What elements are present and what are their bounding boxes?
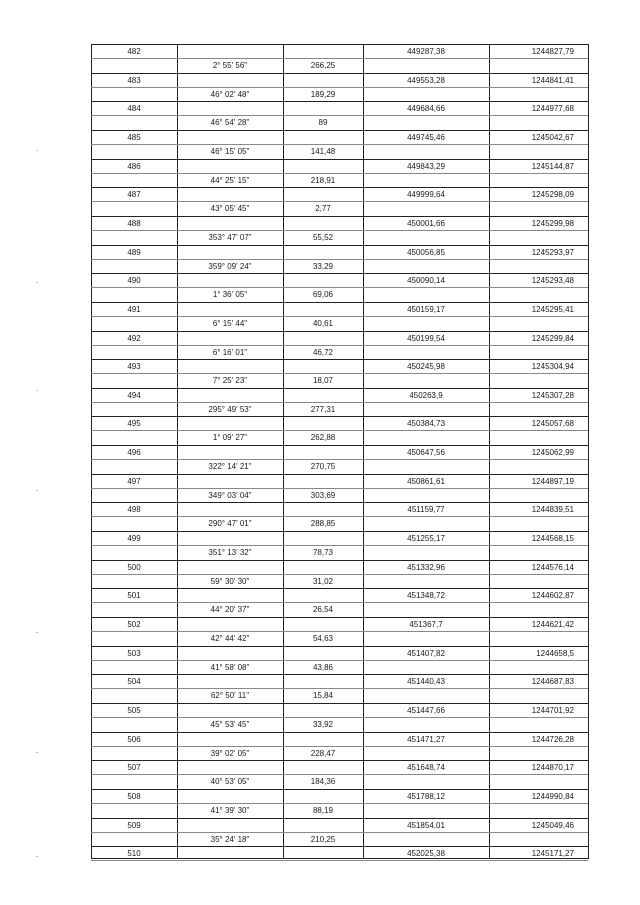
row-rule	[91, 430, 588, 431]
coordinate-y: 1245171,27	[531, 849, 574, 859]
point-number: 496	[127, 448, 141, 458]
coordinate-y: 1244602,87	[531, 591, 574, 601]
coordinate-x: 452025,38	[407, 849, 445, 859]
row-rule	[91, 846, 588, 847]
row-rule	[91, 245, 588, 246]
row-rule	[91, 101, 588, 102]
row-rule	[91, 732, 588, 733]
segment-distance: 2,77	[315, 204, 331, 214]
point-number: 495	[127, 419, 141, 429]
segment-angle: 1° 09' 27"	[212, 433, 248, 443]
coordinate-y: 1245298,09	[531, 190, 574, 200]
table-bottom-rule	[91, 858, 588, 859]
segment-distance: 46,72	[312, 347, 334, 357]
coordinate-y: 1245307,28	[531, 390, 574, 400]
point-number: 498	[127, 505, 141, 515]
segment-angle: 46° 54' 28"	[210, 118, 250, 128]
coordinate-table	[91, 44, 588, 859]
row-rule	[91, 173, 588, 174]
row-rule	[91, 516, 588, 517]
segment-distance: 303,69	[310, 490, 336, 500]
segment-angle: 295° 49' 53"	[208, 404, 252, 414]
segment-angle: 7° 25' 23"	[212, 376, 248, 386]
segment-distance: 26,54	[312, 605, 334, 615]
segment-distance: 210,25	[310, 834, 336, 844]
segment-angle: 353° 47' 07"	[208, 232, 252, 242]
segment-distance: 69,06	[312, 290, 334, 300]
row-rule	[91, 660, 588, 661]
segment-angle: 6° 16' 01"	[212, 347, 248, 357]
segment-distance: 43,86	[312, 662, 334, 672]
segment-angle: 6° 15' 44"	[212, 318, 248, 328]
segment-distance: 184,36	[310, 777, 336, 787]
point-number: 505	[127, 705, 141, 715]
point-number: 492	[127, 333, 141, 343]
segment-distance: 277,31	[310, 404, 336, 414]
point-number: 497	[127, 476, 141, 486]
coordinate-x: 450159,17	[407, 304, 445, 314]
coordinate-x: 449843,29	[407, 161, 445, 171]
coordinate-y: 1244621,42	[531, 620, 574, 629]
row-rule	[91, 803, 588, 804]
row-rule	[91, 631, 588, 632]
point-number: 486	[127, 161, 141, 171]
point-number: 487	[127, 190, 141, 200]
segment-distance: 33,92	[312, 719, 334, 729]
point-number: 503	[127, 648, 141, 658]
scan-speck	[36, 752, 38, 753]
coordinate-y: 1245144,87	[531, 161, 574, 171]
segment-distance: 33,29	[312, 261, 334, 271]
coordinate-y: 1244568,15	[531, 534, 574, 544]
coordinate-y: 1244827,79	[531, 47, 574, 56]
row-rule	[91, 273, 588, 274]
scan-speck	[36, 856, 38, 857]
point-number: 500	[127, 562, 141, 572]
point-number: 494	[127, 390, 141, 400]
segment-angle: 290° 47' 01"	[208, 519, 252, 529]
segment-angle: 351° 13' 32"	[208, 548, 252, 558]
segment-distance: 270,75	[310, 462, 336, 472]
row-rule	[91, 259, 588, 260]
coordinate-y: 1245049,46	[531, 820, 574, 830]
coordinate-x: 450056,85	[407, 247, 445, 257]
row-rule	[91, 130, 588, 131]
row-rule	[91, 115, 588, 116]
row-rule	[91, 860, 588, 861]
row-rule	[91, 818, 588, 819]
coordinate-x: 449999,64	[407, 190, 445, 200]
segment-distance: 262,88	[310, 433, 336, 443]
coordinate-x: 451159,77	[407, 505, 445, 515]
segment-angle: 41° 39' 30"	[210, 805, 250, 815]
segment-distance: 31,02	[312, 576, 334, 586]
segment-distance: 55,52	[312, 232, 334, 242]
row-rule	[91, 230, 588, 231]
coordinate-y: 1245295,41	[531, 304, 574, 314]
coordinate-x: 451440,43	[407, 677, 445, 687]
segment-angle: 59° 30' 30"	[210, 576, 250, 586]
row-rule	[91, 488, 588, 489]
point-number: 484	[127, 104, 141, 114]
row-rule	[91, 402, 588, 403]
segment-angle: 44° 25' 15"	[210, 175, 250, 185]
segment-distance: 15,84	[312, 691, 334, 701]
point-number: 507	[127, 763, 141, 773]
segment-angle: 2° 55' 56"	[212, 61, 248, 70]
coordinate-y: 1245057,68	[531, 419, 574, 429]
segment-angle: 45° 53' 45"	[210, 719, 250, 729]
point-number: 491	[127, 304, 141, 314]
coordinate-x: 451332,96	[407, 562, 445, 572]
row-rule	[91, 373, 588, 374]
point-number: 482	[127, 47, 141, 56]
coordinate-x: 451788,12	[407, 791, 445, 801]
row-rule	[91, 388, 588, 389]
row-rule	[91, 144, 588, 145]
row-rule	[91, 717, 588, 718]
point-number: 485	[127, 132, 141, 142]
coordinate-y: 1244576,14	[531, 562, 574, 572]
coordinate-x: 450861,61	[407, 476, 445, 486]
segment-angle: 35° 24' 18"	[210, 834, 250, 844]
segment-distance: 141,48	[310, 146, 336, 156]
coordinate-x: 450090,14	[407, 276, 445, 286]
row-rule	[91, 416, 588, 417]
segment-distance: 88,19	[312, 805, 334, 815]
segment-angle: 41° 58' 08"	[210, 662, 250, 672]
coordinate-y: 1244870,17	[531, 763, 574, 773]
coordinate-x: 449745,46	[407, 132, 445, 142]
row-rule	[91, 832, 588, 833]
segment-angle: 349° 03' 04"	[208, 490, 252, 500]
row-rule	[91, 459, 588, 460]
row-rule	[91, 331, 588, 332]
row-rule	[91, 58, 588, 59]
coordinate-x: 451367,7	[409, 620, 443, 629]
coordinate-x: 451348,72	[407, 591, 445, 601]
segment-distance: 18,07	[312, 376, 334, 386]
row-rule	[91, 216, 588, 217]
segment-angle: 44° 20' 37"	[210, 605, 250, 615]
coordinate-y: 1244687,83	[531, 677, 574, 687]
row-rule	[91, 774, 588, 775]
segment-angle: 46° 15' 05"	[210, 146, 250, 156]
point-number: 508	[127, 791, 141, 801]
coordinate-y: 1245299,84	[531, 333, 574, 343]
coordinate-y: 1244897,19	[531, 476, 574, 486]
coordinate-y: 1244839,51	[531, 505, 574, 515]
row-rule	[91, 159, 588, 160]
coordinate-x: 450199,54	[407, 333, 445, 343]
row-rule	[91, 760, 588, 761]
segment-distance: 189,29	[310, 89, 336, 99]
row-rule	[91, 474, 588, 475]
coordinate-x: 451648,74	[407, 763, 445, 773]
coordinate-x: 451854,01	[407, 820, 445, 830]
point-number: 490	[127, 276, 141, 286]
row-rule	[91, 187, 588, 188]
segment-angle: 359° 09' 24"	[208, 261, 252, 271]
row-rule	[91, 73, 588, 74]
point-number: 502	[127, 620, 141, 629]
coordinate-y: 1244658,5	[536, 648, 574, 658]
segment-angle: 62° 50' 11"	[210, 691, 250, 701]
scan-speck	[36, 490, 38, 491]
coordinate-y: 1245062,99	[531, 448, 574, 458]
row-rule	[91, 531, 588, 532]
point-number: 488	[127, 218, 141, 228]
coordinate-y: 1245304,94	[531, 362, 574, 372]
segment-distance: 40,61	[312, 318, 334, 328]
row-rule	[91, 302, 588, 303]
segment-distance: 218,91	[310, 175, 336, 185]
scan-speck	[36, 632, 38, 633]
coordinate-x: 451255,17	[407, 534, 445, 544]
row-rule	[91, 688, 588, 689]
scan-speck	[36, 282, 38, 283]
point-number: 501	[127, 591, 141, 601]
row-rule	[91, 789, 588, 790]
coordinate-x: 449287,38	[407, 47, 445, 56]
coordinate-x: 450001,66	[407, 218, 445, 228]
row-rule	[91, 646, 588, 647]
row-rule	[91, 560, 588, 561]
segment-distance: 288,85	[310, 519, 336, 529]
row-rule	[91, 588, 588, 589]
coordinate-x: 450384,73	[407, 419, 445, 429]
row-rule	[91, 617, 588, 618]
segment-angle: 1° 36' 05"	[212, 290, 248, 300]
row-rule	[91, 746, 588, 747]
segment-angle: 39° 02' 05"	[210, 748, 250, 758]
row-rule	[91, 574, 588, 575]
segment-distance: 89	[318, 118, 328, 128]
row-rule	[91, 345, 588, 346]
coordinate-x: 449553,28	[407, 75, 445, 85]
row-rule	[91, 602, 588, 603]
row-rule	[91, 201, 588, 202]
point-number: 489	[127, 247, 141, 257]
point-number: 493	[127, 362, 141, 372]
table-top-rule	[91, 44, 588, 45]
coordinate-y: 1244726,28	[531, 734, 574, 744]
row-rule	[91, 674, 588, 675]
row-rule	[91, 445, 588, 446]
row-rule	[91, 287, 588, 288]
row-rule	[91, 359, 588, 360]
segment-distance: 228,47	[310, 748, 336, 758]
coordinate-x: 450245,98	[407, 362, 445, 372]
coordinate-y: 1244841,41	[531, 75, 574, 85]
scan-speck	[36, 390, 38, 391]
row-rule	[91, 87, 588, 88]
column-rule	[283, 44, 284, 859]
coordinate-x: 451447,66	[407, 705, 445, 715]
point-number: 510	[127, 849, 141, 859]
coordinate-x: 451471,27	[407, 734, 445, 744]
segment-angle: 43° 05' 45"	[210, 204, 250, 214]
segment-distance: 78,73	[312, 548, 334, 558]
row-rule	[91, 545, 588, 546]
coordinate-y: 1245042,67	[531, 132, 574, 142]
segment-distance: 266,25	[310, 61, 336, 70]
row-rule	[91, 502, 588, 503]
coordinate-y: 1244701,92	[531, 705, 574, 715]
coordinate-y: 1245293,48	[531, 276, 574, 286]
point-number: 506	[127, 734, 141, 744]
coordinate-x: 449684,66	[407, 104, 445, 114]
coordinate-x: 450263,9	[409, 390, 443, 400]
coordinate-y: 1244990,84	[531, 791, 574, 801]
segment-angle: 40° 53' 05"	[210, 777, 250, 787]
coordinate-y: 1245299,98	[531, 218, 574, 228]
segment-distance: 54,63	[312, 634, 334, 643]
point-number: 483	[127, 75, 141, 85]
coordinate-y: 1245293,97	[531, 247, 574, 257]
coordinate-x: 450647,56	[407, 448, 445, 458]
coordinate-y: 1244977,68	[531, 104, 574, 114]
point-number: 509	[127, 820, 141, 830]
segment-angle: 46° 02' 48"	[210, 89, 250, 99]
row-rule	[91, 316, 588, 317]
segment-angle: 322° 14' 21"	[208, 462, 252, 472]
row-rule	[91, 703, 588, 704]
point-number: 499	[127, 534, 141, 544]
point-number: 504	[127, 677, 141, 687]
scan-speck	[36, 150, 38, 151]
column-rule	[177, 44, 178, 859]
segment-angle: 42° 44' 42"	[210, 634, 250, 643]
coordinate-x: 451407,82	[407, 648, 445, 658]
column-rule	[588, 44, 589, 859]
